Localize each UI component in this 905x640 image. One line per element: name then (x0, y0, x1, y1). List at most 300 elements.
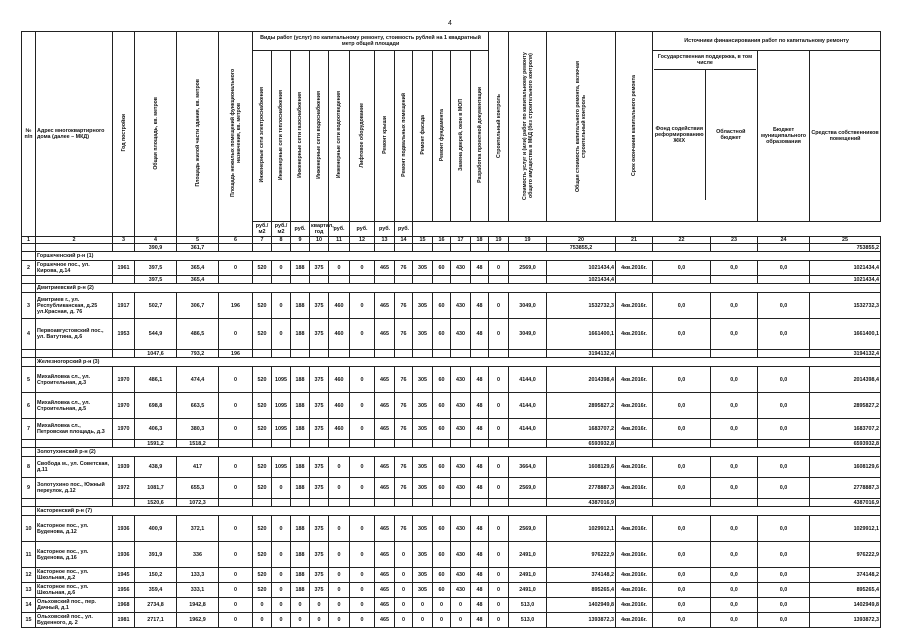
row-address: Дмитриев г., ул. Республиканская, д.25 ул.Красная, д. 76 (36, 293, 113, 319)
col-total-cost-header: Общая стоимость капитального ремонта, включая строительный контроль (547, 32, 616, 222)
cell (653, 350, 711, 358)
row-work-cost: 0 (272, 478, 291, 499)
row-work-cost: 375 (310, 568, 329, 583)
district-name: Касторенский р-н (7) (36, 507, 881, 516)
unit-cell: руб. (395, 222, 413, 237)
row-work-cost: 0 (395, 542, 413, 568)
row-work-cost: 0 (489, 457, 509, 478)
row-work-cost: 465 (375, 583, 395, 598)
row-year: 1970 (113, 393, 135, 419)
row-work-cost: 430 (451, 568, 471, 583)
cell (758, 440, 810, 448)
row-address: Золотухино пос., Южный переулок, д.12 (36, 478, 113, 499)
row-work-cost: 0 (291, 613, 310, 628)
column-number: 22 (653, 237, 711, 244)
row-work-cost: 0 (433, 613, 451, 628)
row-total-area: 391,9 (135, 542, 177, 568)
row-total-area: 397,5 (135, 261, 177, 276)
table-row (22, 457, 881, 478)
col-w12-header: Разработка проектной документации (471, 51, 489, 222)
column-number: 19 (509, 237, 547, 244)
row-owners: 1393872,3 (810, 613, 881, 628)
row-fund: 0,0 (653, 367, 711, 393)
table-row (22, 393, 881, 419)
row-living-area: 336 (177, 542, 219, 568)
total-owners: 4387016,9 (810, 499, 881, 507)
cell (471, 276, 489, 284)
row-work-cost: 0 (489, 613, 509, 628)
cell (413, 350, 433, 358)
unit-cell: руб. (350, 222, 375, 237)
row-regional: 0,0 (711, 457, 758, 478)
row-work-cost: 465 (375, 419, 395, 440)
cell (471, 499, 489, 507)
row-work-cost: 0 (329, 542, 350, 568)
cell (253, 350, 272, 358)
row-total-area: 698,8 (135, 393, 177, 419)
row-year: 1972 (113, 478, 135, 499)
row-work-cost: 0 (489, 583, 509, 598)
column-number: 7 (253, 237, 272, 244)
row-work-cost: 1095 (272, 367, 291, 393)
row-work-cost: 430 (451, 319, 471, 350)
row-municipal: 0,0 (758, 598, 810, 613)
row-year: 1953 (113, 319, 135, 350)
row-living-area: 133,3 (177, 568, 219, 583)
column-number: 16 (433, 237, 451, 244)
table-row (22, 367, 881, 393)
column-number: 19 (489, 237, 509, 244)
cell (616, 276, 653, 284)
row-work-cost: 465 (375, 516, 395, 542)
unit-cell: квартал, год (311, 223, 334, 235)
row-year: 1970 (113, 419, 135, 440)
row-work-cost: 465 (375, 367, 395, 393)
row-work-cost: 48 (471, 419, 489, 440)
total-cost: 1021434,4 (547, 276, 616, 284)
row-deadline: 4кв.2016г. (616, 598, 653, 613)
row-work-cost: 60 (433, 293, 451, 319)
row-municipal: 0,0 (758, 583, 810, 598)
row-owners: 374148,2 (810, 568, 881, 583)
row-work-cost: 430 (451, 516, 471, 542)
row-work-cost: 375 (310, 516, 329, 542)
row-work-cost: 465 (375, 478, 395, 499)
row-work-cost: 48 (471, 568, 489, 583)
row-address: Свобода м., ул. Советская, д.11 (36, 457, 113, 478)
row-year: 1961 (113, 261, 135, 276)
row-fund: 0,0 (653, 478, 711, 499)
row-deadline: 4кв.2016г. (616, 261, 653, 276)
row-work-cost: 465 (375, 293, 395, 319)
row-work-cost: 0 (489, 393, 509, 419)
cell (375, 440, 395, 448)
cell (329, 350, 350, 358)
row-work-cost: 305 (413, 293, 433, 319)
row-owners: 2895827,2 (810, 393, 881, 419)
unit-cell: руб. (375, 222, 395, 237)
row-work-cost: 0 (272, 613, 291, 628)
column-number: 24 (758, 237, 810, 244)
row-work-cost: 520 (253, 583, 272, 598)
col-address-header: Адрес многоквартирного дома (далее – МКД) (36, 32, 113, 237)
row-work-cost: 520 (253, 293, 272, 319)
row-total-cost: 2778887,3 (547, 478, 616, 499)
row-fund: 0,0 (653, 583, 711, 598)
column-number: 1 (22, 237, 36, 244)
row-work-cost: 76 (395, 457, 413, 478)
row-deadline: 4кв.2016г. (616, 478, 653, 499)
table-row (22, 613, 881, 628)
row-regional: 0,0 (711, 568, 758, 583)
row-deadline: 4кв.2016г. (616, 613, 653, 628)
district-total-row (22, 440, 881, 448)
row-unit-cost: 2569,0 (509, 478, 547, 499)
row-work-cost: 0 (272, 261, 291, 276)
row-municipal: 0,0 (758, 293, 810, 319)
col-fund-header: Фонд содействия реформированию ЖКХ (654, 70, 706, 200)
cell (711, 350, 758, 358)
cell (22, 358, 36, 367)
row-work-cost: 465 (375, 568, 395, 583)
cell (375, 276, 395, 284)
col-w10-header: Ремонт фундамента (433, 51, 451, 222)
row-municipal: 0,0 (758, 419, 810, 440)
row-work-cost: 460 (329, 419, 350, 440)
table-row (22, 419, 881, 440)
cell (433, 499, 451, 507)
row-municipal: 0,0 (758, 516, 810, 542)
row-work-cost: 60 (433, 261, 451, 276)
column-number: 25 (810, 237, 881, 244)
row-number: 5 (22, 367, 36, 393)
total-func: 196 (219, 350, 253, 358)
col-func-area-header: Площадь нежилых помещений функционального назначения, кв. метров (219, 32, 253, 237)
row-living-area: 365,4 (177, 261, 219, 276)
total-living: 1518,2 (177, 440, 219, 448)
table-row (22, 261, 881, 276)
cell (291, 499, 310, 507)
row-work-cost: 305 (413, 367, 433, 393)
district-total-row (22, 276, 881, 284)
district-row (22, 252, 881, 261)
cell (350, 350, 375, 358)
row-work-cost: 188 (291, 419, 310, 440)
total-func (219, 499, 253, 507)
table-row (22, 542, 881, 568)
total-living: 365,4 (177, 276, 219, 284)
row-regional: 0,0 (711, 542, 758, 568)
col-regional-header: Областной бюджет (716, 129, 746, 141)
row-work-cost: 0 (253, 598, 272, 613)
cell (451, 499, 471, 507)
row-work-cost: 188 (291, 319, 310, 350)
works-group-header: Виды работ (услуг) по капитальному ремонту, стоимость рублей на 1 квадратный метр общей площади (253, 32, 489, 51)
row-work-cost: 0 (489, 542, 509, 568)
cell (310, 350, 329, 358)
row-number: 11 (22, 542, 36, 568)
row-unit-cost: 3049,0 (509, 319, 547, 350)
row-owners: 2778887,3 (810, 478, 881, 499)
cell (272, 276, 291, 284)
total-living: 1072,3 (177, 499, 219, 507)
cell (509, 499, 547, 507)
row-func-area: 0 (219, 261, 253, 276)
total-area: 1520,6 (135, 499, 177, 507)
district-row (22, 284, 881, 293)
row-work-cost: 0 (413, 598, 433, 613)
row-work-cost: 1095 (272, 457, 291, 478)
row-year: 1917 (113, 293, 135, 319)
row-deadline: 4кв.2016г. (616, 293, 653, 319)
row-work-cost: 0 (350, 478, 375, 499)
total-cost: 3194132,4 (547, 350, 616, 358)
row-number: 14 (22, 598, 36, 613)
column-number: 2 (36, 237, 113, 244)
row-work-cost: 0 (310, 598, 329, 613)
row-work-cost: 0 (350, 598, 375, 613)
row-deadline: 4кв.2016г. (616, 568, 653, 583)
row-work-cost: 76 (395, 261, 413, 276)
row-work-cost: 520 (253, 516, 272, 542)
column-number: 11 (329, 237, 350, 244)
col-w3-header: Инженерные сети газоснабжения (291, 51, 310, 222)
table-row (22, 568, 881, 583)
row-deadline: 4кв.2016г. (616, 393, 653, 419)
row-total-cost: 895265,4 (547, 583, 616, 598)
row-work-cost: 305 (413, 568, 433, 583)
row-unit-cost: 2569,0 (509, 261, 547, 276)
cell (253, 276, 272, 284)
row-address: Михайловка сл., ул. Строительная, д.5 (36, 393, 113, 419)
row-deadline: 4кв.2016г. (616, 583, 653, 598)
cell (350, 499, 375, 507)
row-work-cost: 305 (413, 583, 433, 598)
row-address: Михайловка сл., Петровская площадь, д.3 (36, 419, 113, 440)
row-func-area: 0 (219, 542, 253, 568)
row-work-cost: 305 (413, 419, 433, 440)
row-work-cost: 48 (471, 293, 489, 319)
cell (395, 276, 413, 284)
col-living-area-header: Площадь жилой части здания, кв. метров (177, 32, 219, 237)
row-work-cost: 305 (413, 457, 433, 478)
cell (350, 440, 375, 448)
table-row (22, 583, 881, 598)
district-name: Дмитриевский р-н (2) (36, 284, 881, 293)
row-work-cost: 76 (395, 419, 413, 440)
column-number: 9 (291, 237, 310, 244)
state-support-header (653, 51, 758, 222)
row-owners: 895265,4 (810, 583, 881, 598)
row-owners: 1402949,8 (810, 598, 881, 613)
row-work-cost: 0 (329, 568, 350, 583)
row-work-cost: 76 (395, 393, 413, 419)
row-work-cost: 520 (253, 542, 272, 568)
cell (22, 252, 36, 261)
row-work-cost: 0 (350, 583, 375, 598)
column-number: 23 (711, 237, 758, 244)
col-w4-header: Инженерные сети водоснабжения (310, 51, 329, 222)
row-work-cost: 0 (272, 293, 291, 319)
table-row (22, 293, 881, 319)
row-owners: 1021434,4 (810, 261, 881, 276)
row-regional: 0,0 (711, 293, 758, 319)
row-total-area: 359,4 (135, 583, 177, 598)
row-work-cost: 76 (395, 319, 413, 350)
row-owners: 1661400,1 (810, 319, 881, 350)
grand-total-owners: 753855,2 (810, 244, 881, 252)
cell (329, 440, 350, 448)
row-living-area: 372,1 (177, 516, 219, 542)
row-total-area: 502,7 (135, 293, 177, 319)
row-work-cost: 0 (489, 319, 509, 350)
row-unit-cost: 2491,0 (509, 568, 547, 583)
row-number: 15 (22, 613, 36, 628)
row-total-area: 2717,1 (135, 613, 177, 628)
row-work-cost: 375 (310, 419, 329, 440)
row-work-cost: 305 (413, 516, 433, 542)
col-w9-header: Ремонт фасада (413, 51, 433, 222)
total-area: 1591,2 (135, 440, 177, 448)
row-work-cost: 0 (350, 516, 375, 542)
row-work-cost: 375 (310, 367, 329, 393)
row-number: 4 (22, 319, 36, 350)
col-w8-header: Ремонт подвальных помещений (395, 51, 413, 222)
row-work-cost: 0 (451, 613, 471, 628)
row-work-cost: 76 (395, 478, 413, 499)
row-municipal: 0,0 (758, 457, 810, 478)
row-work-cost: 0 (350, 261, 375, 276)
cell (329, 499, 350, 507)
row-work-cost: 188 (291, 516, 310, 542)
col-w7-header: Ремонт крыши (375, 51, 395, 222)
row-work-cost: 520 (253, 393, 272, 419)
row-work-cost: 0 (489, 516, 509, 542)
total-owners: 6593932,8 (810, 440, 881, 448)
row-regional: 0,0 (711, 367, 758, 393)
cell (509, 350, 547, 358)
row-total-cost: 1532732,3 (547, 293, 616, 319)
row-work-cost: 60 (433, 478, 451, 499)
total-owners: 1021434,4 (810, 276, 881, 284)
cell (489, 440, 509, 448)
row-work-cost: 0 (451, 598, 471, 613)
cell (653, 440, 711, 448)
row-work-cost: 0 (272, 598, 291, 613)
row-total-area: 2734,8 (135, 598, 177, 613)
row-func-area: 0 (219, 598, 253, 613)
row-work-cost: 188 (291, 457, 310, 478)
cell (653, 276, 711, 284)
row-unit-cost: 2569,0 (509, 516, 547, 542)
row-fund: 0,0 (653, 613, 711, 628)
row-unit-cost: 4144,0 (509, 393, 547, 419)
row-total-cost: 1029912,1 (547, 516, 616, 542)
row-fund: 0,0 (653, 568, 711, 583)
row-work-cost: 1095 (272, 393, 291, 419)
row-total-area: 544,9 (135, 319, 177, 350)
row-work-cost: 375 (310, 542, 329, 568)
row-deadline: 4кв.2016г. (616, 457, 653, 478)
cell (291, 440, 310, 448)
col-w13-header: Строительный контроль (489, 32, 509, 222)
cell (433, 350, 451, 358)
row-work-cost: 60 (433, 393, 451, 419)
cell (113, 499, 135, 507)
cell (433, 276, 451, 284)
row-work-cost: 430 (451, 457, 471, 478)
row-total-area: 400,9 (135, 516, 177, 542)
cell (451, 276, 471, 284)
cell (22, 276, 36, 284)
cell (310, 276, 329, 284)
row-work-cost: 0 (329, 457, 350, 478)
cell (272, 350, 291, 358)
row-municipal: 0,0 (758, 478, 810, 499)
cell (272, 440, 291, 448)
row-work-cost: 460 (329, 293, 350, 319)
row-year: 1968 (113, 598, 135, 613)
row-work-cost: 76 (395, 516, 413, 542)
row-address: Михайловка сл., ул. Строительная, д.3 (36, 367, 113, 393)
unit-cell: руб./м2 (272, 222, 291, 237)
row-work-cost: 60 (433, 319, 451, 350)
row-func-area: 0 (219, 583, 253, 598)
cell (451, 350, 471, 358)
cell (489, 350, 509, 358)
cell (22, 350, 36, 358)
district-total-row (22, 499, 881, 507)
total-owners: 3194132,4 (810, 350, 881, 358)
row-number: 10 (22, 516, 36, 542)
row-work-cost: 0 (489, 598, 509, 613)
column-number: 18 (471, 237, 489, 244)
total-area: 1047,6 (135, 350, 177, 358)
cell (272, 499, 291, 507)
row-number: 9 (22, 478, 36, 499)
row-work-cost: 0 (329, 261, 350, 276)
row-regional: 0,0 (711, 613, 758, 628)
row-work-cost: 60 (433, 542, 451, 568)
row-work-cost: 375 (310, 457, 329, 478)
grand-total-cost: 753855,2 (547, 244, 616, 252)
row-number: 7 (22, 419, 36, 440)
row-number: 3 (22, 293, 36, 319)
row-work-cost: 0 (350, 367, 375, 393)
unit-cell: руб. (329, 222, 350, 237)
row-work-cost: 465 (375, 261, 395, 276)
row-work-cost: 0 (395, 613, 413, 628)
row-work-cost: 0 (329, 598, 350, 613)
row-owners: 2014398,4 (810, 367, 881, 393)
cell (616, 350, 653, 358)
row-work-cost: 465 (375, 457, 395, 478)
row-total-cost: 2014398,4 (547, 367, 616, 393)
row-unit-cost: 4144,0 (509, 419, 547, 440)
col-no-header: № п/п (22, 32, 36, 237)
row-work-cost: 188 (291, 393, 310, 419)
row-work-cost: 48 (471, 478, 489, 499)
row-address: Ольховский пос., ул. Буденного, д. 2 (36, 613, 113, 628)
row-work-cost: 48 (471, 598, 489, 613)
row-work-cost: 465 (375, 598, 395, 613)
column-number: 12 (350, 237, 375, 244)
row-fund: 0,0 (653, 516, 711, 542)
row-municipal: 0,0 (758, 319, 810, 350)
row-year: 1936 (113, 516, 135, 542)
row-work-cost: 0 (350, 419, 375, 440)
row-work-cost: 0 (272, 568, 291, 583)
